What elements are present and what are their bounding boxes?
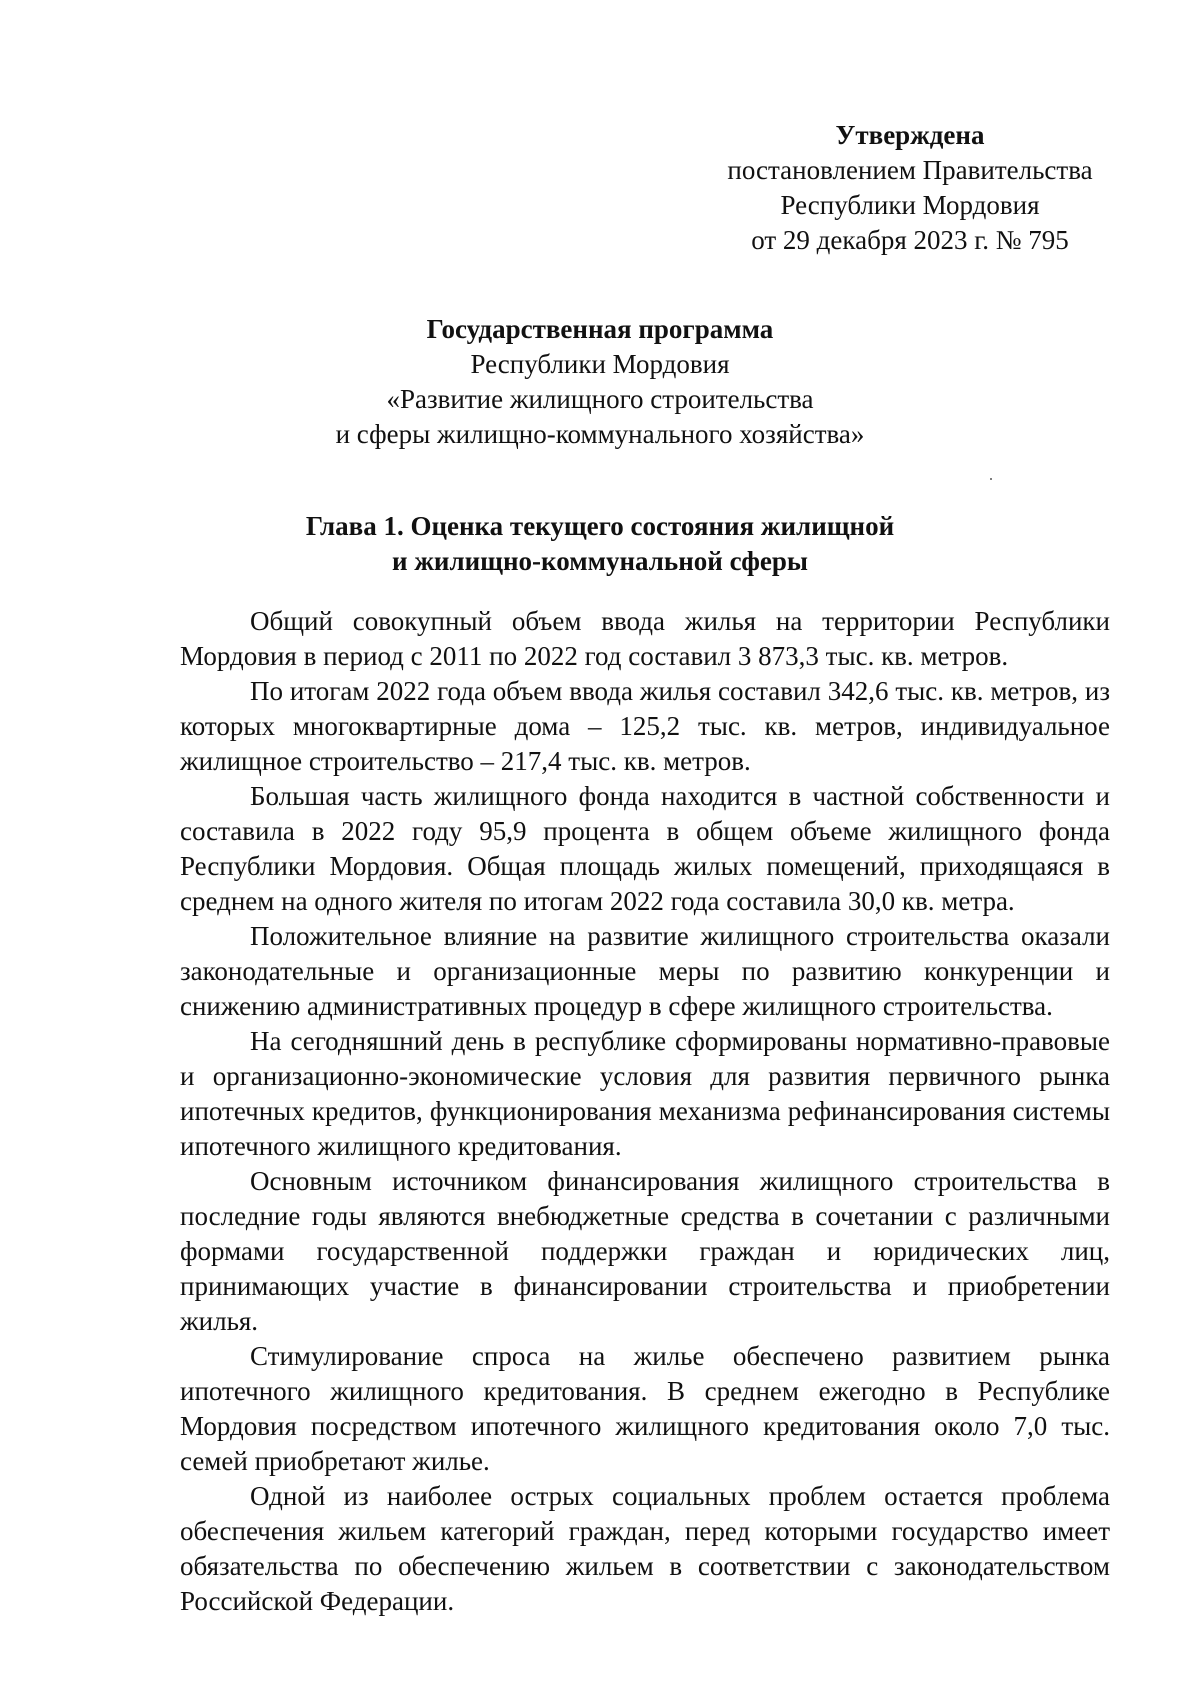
paragraph: Большая часть жилищного фонда находится в частной собственности и составила в 2022 году 95,9 процента в общем объеме жилищного фонда Республики Мордовия. Общая площадь жилых помещений, приходящаяся в среднем на одного жителя по итогам 2022 года составила 30,0 кв. метра. — [180, 781, 1110, 916]
paragraph: По итогам 2022 года объем ввода жилья составил 342,6 тыс. кв. метров, из которых многоквартирные дома – 125,2 тыс. кв. метров, индивидуальное жилищное строительство – 217,4 тыс. кв. метров. — [180, 676, 1110, 776]
program-title-block — [180, 312, 1020, 452]
program-title: Государственная программа — [426, 314, 774, 344]
program-subtitle-line-2: «Развитие жилищного строительства — [386, 384, 814, 414]
paragraph: Стимулирование спроса на жилье обеспечено развитием рынка ипотечного жилищного кредитования. В среднем ежегодно в Республике Мордовия посредством ипотечного жилищного кредитования около 7,0 тыс. семей приобретают жилье. — [180, 1341, 1110, 1476]
paragraph: Одной из наиболее острых социальных проблем остается проблема обеспечения жильем категорий граждан, перед которыми государство имеет обязательства по обеспечению жильем в соответствии с законодательством Российской Федерации. — [180, 1481, 1110, 1616]
approval-stamp-block — [700, 118, 1120, 258]
chapter-heading-line-1: Глава 1. Оценка текущего состояния жилищной — [305, 511, 895, 541]
scan-speck — [990, 478, 992, 480]
chapter-heading-line-2: и жилищно-коммунальной сферы — [392, 546, 808, 576]
paragraph: Основным источником финансирования жилищного строительства в последние годы являются внебюджетные средства в сочетании с различными формами государственной поддержки граждан и юридических лиц, принимающих участие в финансировании строительства и приобретении жилья. — [180, 1166, 1110, 1336]
paragraph: На сегодняшний день в республике сформированы нормативно-правовые и организационно-экономические условия для развития первичного рынка ипотечных кредитов, функционирования механизма рефинансирования системы ипотечного жилищного кредитования. — [180, 1026, 1110, 1161]
paragraph: Общий совокупный объем ввода жилья на территории Республики Мордовия в период с 2011 по 2022 год составил 3 873,3 тыс. кв. метров. — [180, 606, 1110, 671]
chapter-body — [180, 604, 1110, 1619]
approval-line-3: от 29 декабря 2023 г. № 795 — [751, 225, 1069, 255]
chapter-heading — [180, 509, 1020, 579]
approval-line-2: Республики Мордовия — [780, 190, 1040, 220]
paragraph: Положительное влияние на развитие жилищного строительства оказали законодательные и организационные меры по развитию конкуренции и снижению административных процедур в сфере жилищного строительства. — [180, 921, 1110, 1021]
program-subtitle-line-3: и сферы жилищно-коммунального хозяйства» — [335, 419, 865, 449]
approval-heading: Утверждена — [835, 120, 985, 150]
program-subtitle-line-1: Республики Мордовия — [470, 349, 730, 379]
approval-line-1: постановлением Правительства — [727, 155, 1093, 185]
